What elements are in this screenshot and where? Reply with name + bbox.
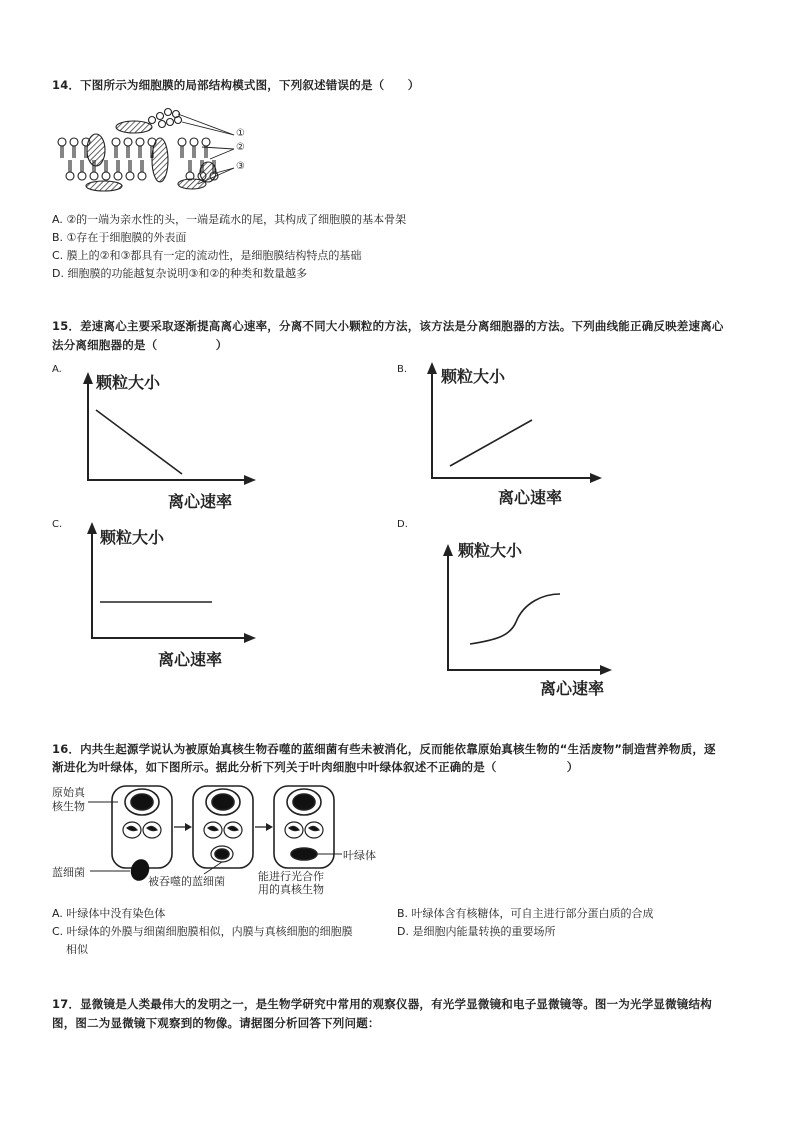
chart-b-letter[interactable]: B. [397, 364, 408, 375]
chloroplast [291, 848, 317, 860]
cell-1 [112, 786, 172, 868]
phospholipid-bottom-row [66, 160, 218, 180]
q16-option-c-cont[interactable]: 相似 [66, 943, 88, 956]
chart-c-ylabel: 颗粒大小 [100, 528, 165, 547]
label-engulfed-cyanobacterium: 被吞噬的蓝细菌 [148, 875, 225, 888]
chart-b-xlabel: 离心速率 [498, 488, 563, 507]
chart-b-curve [450, 420, 532, 466]
q15-stem-line1: 15．差速离心主要采取逐渐提高离心速率，分离不同大小颗粒的方法，该方法是分离细胞器的方法。下列曲线能正确反映差速离心 [52, 319, 724, 333]
cell-3 [274, 786, 334, 868]
label-photosynthetic-eukaryote: 能进行光合作 用的真核生物 [258, 870, 324, 896]
marker-1: ① [236, 128, 245, 139]
phospholipid-top-row [58, 138, 210, 158]
glycoprotein-chain [149, 109, 182, 128]
marker-3: ③ [236, 161, 245, 172]
q16-option-d[interactable]: D. 是细胞内能量转换的重要场所 [397, 925, 556, 938]
chart-c-letter[interactable]: C. [52, 519, 63, 530]
q16-option-b[interactable]: B. 叶绿体含有核糖体，可自主进行部分蛋白质的合成 [397, 907, 654, 920]
q14-option-b[interactable]: B. ①存在于细胞膜的外表面 [52, 231, 187, 244]
label-primitive-eukaryote: 原始真 核生物 [52, 786, 85, 813]
chart-c-xlabel: 离心速率 [158, 650, 223, 669]
q16-stem-line2: 渐进化为叶绿体，如下图所示。据此分析下列关于叶肉细胞中叶绿体叙述不正确的是（ ） [52, 760, 579, 774]
chart-a-letter[interactable]: A. [52, 364, 62, 375]
chart-a-ylabel: 颗粒大小 [96, 373, 161, 392]
cell-2 [193, 786, 253, 868]
marker-2: ② [236, 142, 245, 153]
q16-option-a[interactable]: A. 叶绿体中没有染色体 [52, 907, 166, 920]
chart-b-ylabel: 颗粒大小 [441, 367, 506, 386]
q16-option-c[interactable]: C. 叶绿体的外膜与细菌细胞膜相似，内膜与真核细胞的细胞膜 [52, 925, 353, 938]
q16-stem-line1: 16．内共生起源学说认为被原始真核生物吞噬的蓝细菌有些未被消化，反而能依靠原始真核生物的“生活废物”制造营养物质，逐 [52, 742, 716, 756]
q14-option-a[interactable]: A. ②的一端为亲水性的头，一端是疏水的尾，其构成了细胞膜的基本骨架 [52, 213, 407, 226]
chart-a-axes [88, 382, 246, 480]
label-chloroplast: 叶绿体 [343, 849, 376, 862]
chart-d-ylabel: 颗粒大小 [458, 541, 523, 560]
chart-d-xlabel: 离心速率 [540, 679, 605, 698]
chart-d-axes [448, 554, 602, 670]
chart-d-curve [470, 594, 560, 644]
q17-stem-line1: 17．显微镜是人类最伟大的发明之一，是生物学研究中常用的观察仪器，有光学显微镜和电子显微镜等。图一为光学显微镜结构 [52, 997, 712, 1011]
q14-option-d[interactable]: D. 细胞膜的功能越复杂说明③和②的种类和数量越多 [52, 267, 308, 280]
q14-stem: 14．下图所示为细胞膜的局部结构模式图，下列叙述错误的是（ ） [52, 78, 420, 92]
membrane-diagram [52, 102, 262, 197]
chart-a-curve [96, 410, 182, 474]
chart-d-letter[interactable]: D. [397, 519, 408, 530]
label-cyanobacterium: 蓝细菌 [52, 866, 85, 879]
q15-stem-line2: 法分离细胞器的是（ ） [52, 338, 228, 352]
chart-a-xlabel: 离心速率 [168, 492, 233, 511]
q14-option-c[interactable]: C. 膜上的②和③都具有一定的流动性，是细胞膜结构特点的基础 [52, 249, 362, 262]
q17-stem-line2: 图，图二为显微镜下观察到的物像。请据图分析回答下列问题： [52, 1016, 380, 1030]
